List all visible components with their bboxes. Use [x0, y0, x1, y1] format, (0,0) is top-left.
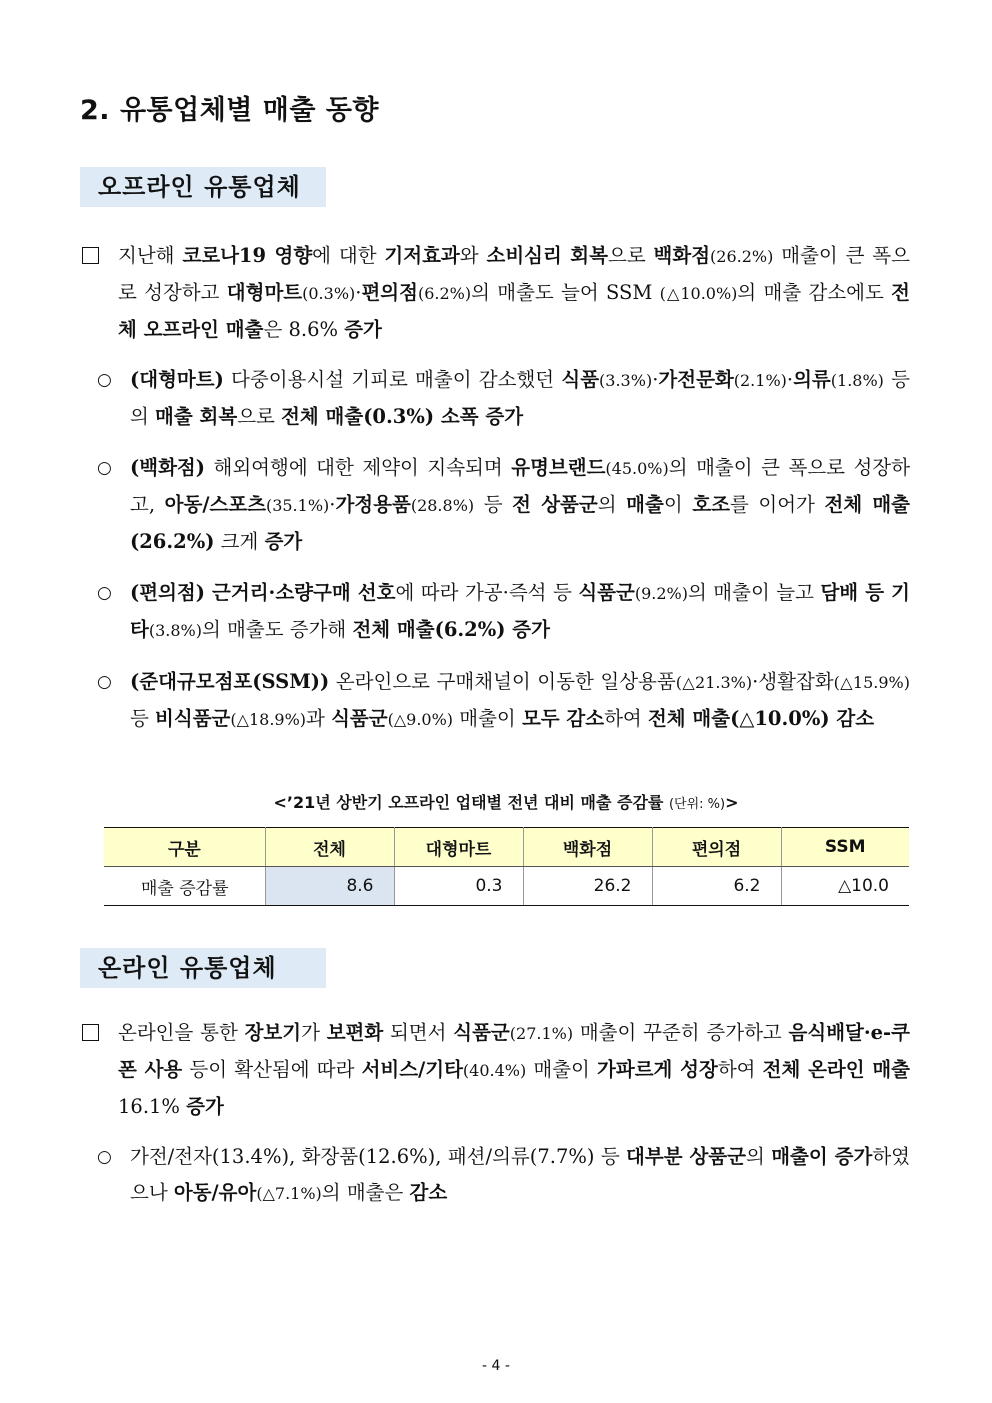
text-bold: (백화점) [130, 456, 205, 479]
text-bold: 식품군 [578, 581, 635, 604]
text: 과 [306, 707, 332, 730]
text-bold: 백화점 [653, 244, 711, 267]
text: 등의 [130, 368, 910, 428]
text-bold: 편의점 [361, 281, 418, 304]
table-header-cell: 전체 [265, 828, 394, 867]
text-bold: 식품군 [453, 1021, 510, 1044]
table-header-cell: 편의점 [652, 828, 781, 867]
text-bold: (대형마트) [130, 368, 224, 391]
text: 되면서 [383, 1021, 454, 1044]
text: 의 [746, 1145, 772, 1168]
text-small: (△7.1%) [256, 1184, 322, 1203]
text: · [329, 493, 336, 516]
text-bold: 아동/스포츠 [164, 493, 266, 516]
text-small: (△18.9%) [230, 710, 307, 729]
table-header-cell: 구분 [104, 828, 265, 867]
table-header-cell: 대형마트 [394, 828, 523, 867]
text: 의 매출도 늘어 SSM [471, 281, 660, 304]
text: 의 매출 감소에도 [737, 281, 892, 304]
online-section-heading: 온라인 유통업체 [80, 948, 326, 988]
circle-bullet-icon: ○ [97, 672, 112, 692]
offline-section-heading: 오프라인 유통업체 [80, 167, 326, 207]
text-bold: 증가 [264, 530, 303, 553]
text-small: (40.4%) [462, 1061, 527, 1080]
table-cell: 6.2 [652, 867, 781, 906]
text-bold: 담배 등 기타 [130, 581, 910, 641]
text: ·생활잡화 [752, 670, 834, 693]
text: 가전/전자(13.4%), 화장품(12.6%), 패션/의류(7.7%) 등 [130, 1145, 627, 1168]
text-bold: (준대규모점포(SSM)) [130, 670, 330, 693]
text: 온라인으로 구매채널이 이동한 일상용품 [329, 670, 676, 693]
text-small: (△10.0%) [659, 284, 738, 303]
text: 의 매출은 [321, 1181, 410, 1204]
text-bold: 증가 [186, 1095, 224, 1118]
text-small: (45.0%) [605, 459, 669, 478]
text-bold: 감소 [409, 1181, 448, 1204]
text-bold: 보편화 [326, 1021, 384, 1044]
text-bold: 비식품군 [155, 707, 231, 730]
text-bold: 대부분 상품군 [626, 1145, 746, 1168]
text: 의 매출이 큰 폭으로 성장하고, [130, 456, 910, 516]
text-small: (26.2%) [710, 247, 774, 266]
text-bold: 의류 [793, 368, 831, 391]
text: · [355, 281, 362, 304]
table-cell: 26.2 [523, 867, 652, 906]
table-row [104, 867, 909, 906]
table-header-row [104, 828, 909, 867]
text: 하여 [604, 707, 648, 730]
text-bold: 전체 매출(0.3%) 소폭 증가 [281, 405, 524, 428]
circle-bullet-icon: ○ [97, 370, 112, 390]
checkbox-bullet-icon [82, 238, 99, 274]
text-bold: 식품 [561, 368, 600, 391]
caption-unit: (단위: %) [668, 797, 726, 812]
offline-summary-paragraph [118, 238, 910, 348]
text-bold: 매출 회복 [155, 405, 238, 428]
text-bold: 소비심리 회복 [486, 244, 608, 267]
text: 크게 [214, 530, 265, 553]
text-small: (0.3%) [302, 284, 356, 303]
text-bold: 가정용품 [335, 493, 411, 516]
text: 16.1% [118, 1095, 187, 1118]
text-bold: 전체 온라인 매출 [762, 1058, 911, 1081]
text-bold: 증가 [344, 318, 382, 341]
table-cell-total: 8.6 [265, 867, 394, 906]
text-bold: 장보기 [244, 1021, 302, 1044]
text-bold: 대형마트 [226, 281, 303, 304]
text: 매출이 큰 폭으로 성장하고 [118, 244, 910, 304]
text: 의 매출이 늘고 [687, 581, 821, 604]
table-header-cell: 백화점 [523, 828, 652, 867]
online-summary-paragraph [118, 1015, 910, 1125]
text-small: (6.2%) [417, 284, 472, 303]
page-number: - 4 - [482, 1358, 510, 1374]
caption-text: <’21년 상반기 오프라인 업태별 전년 대비 매출 증감률 [273, 793, 669, 812]
text: 등이 확산됨에 따라 [182, 1058, 362, 1081]
text-small: (28.8%) [410, 496, 475, 515]
text-bold: (편의점) 근거리·소량구매 선호 [130, 581, 396, 604]
text: 매출이 꾸준히 증가하고 [573, 1021, 789, 1044]
text-bold: 기저효과 [384, 244, 460, 267]
text: 와 [459, 244, 487, 267]
text-small: (27.1%) [509, 1024, 574, 1043]
text-bold: 음식배달·e-쿠폰 사용 [118, 1021, 910, 1081]
text-bold: 모두 감소 [521, 707, 605, 730]
text-bold: 서비스/기타 [361, 1058, 463, 1081]
mart-paragraph [97, 362, 910, 435]
text: 하였으나 [130, 1145, 910, 1204]
table-row-label: 매출 증감률 [104, 867, 265, 906]
text-small: (3.8%) [148, 621, 202, 640]
text-bold: 유명브랜드 [511, 456, 606, 479]
text: 으로 [607, 244, 654, 267]
text: 다중이용시설 기피로 매출이 감소했던 [223, 368, 562, 391]
table-cell: 0.3 [394, 867, 523, 906]
text-bold: 전체 매출(△10.0%) 감소 [647, 707, 875, 730]
table-header-cell: SSM [781, 828, 909, 867]
text-bold: 가전문화 [658, 368, 734, 391]
text: 매출이 [526, 1058, 598, 1081]
text: 등 [474, 493, 513, 516]
text: 하여 [717, 1058, 763, 1081]
text: 이 [663, 493, 693, 516]
text-bold: 전체 매출(6.2%) 증가 [352, 618, 550, 641]
circle-bullet-icon: ○ [97, 583, 112, 603]
text-bold: 호조 [692, 493, 730, 516]
text: 해외여행에 대한 제약이 지속되며 [204, 456, 512, 479]
text: 매출이 [453, 707, 522, 730]
section-title: 2. 유통업체별 매출 동향 [80, 95, 379, 126]
text-bold: 매출 [626, 493, 664, 516]
circle-bullet-icon: ○ [97, 1147, 112, 1167]
text-bold: 전체 매출(26.2%) [130, 493, 911, 553]
text: 의 매출도 증가해 [201, 618, 353, 641]
text: 은 8.6% [263, 318, 345, 341]
text: 온라인을 통한 [118, 1021, 245, 1044]
text-small: (△21.3%) [675, 673, 753, 692]
online-categories-paragraph [97, 1139, 910, 1212]
text-bold: 매출이 증가 [771, 1145, 873, 1168]
text-bold: 전 상품군 [512, 493, 598, 516]
text-small: (35.1%) [265, 496, 330, 515]
text-bold: 아동/유아 [173, 1181, 257, 1204]
table-cell: △10.0 [781, 867, 909, 906]
text: 으로 [237, 405, 282, 428]
text-bold: 코로나19 영향 [182, 244, 313, 267]
table-caption [104, 790, 908, 813]
text: 의 [597, 493, 627, 516]
text: · [786, 368, 794, 391]
text-bold: 전체 오프라인 매출 [118, 281, 910, 341]
text-bold: 식품군 [331, 707, 388, 730]
text-small: (2.1%) [733, 371, 787, 390]
text-bold: 가파르게 성장 [597, 1058, 718, 1081]
convenience-store-paragraph [97, 575, 910, 649]
text-small: (9.2%) [634, 584, 688, 603]
circle-bullet-icon: ○ [97, 458, 112, 478]
text: 에 대한 [312, 244, 385, 267]
text-small: (△15.9%) [833, 673, 910, 692]
sales-growth-table [104, 827, 909, 906]
checkbox-bullet-icon [82, 1015, 99, 1051]
text: 에 따라 가공·즉석 등 [395, 581, 579, 604]
caption-end: > [725, 793, 739, 812]
text: 등 [130, 707, 156, 730]
text: 를 이어가 [729, 493, 825, 516]
dept-store-paragraph [97, 450, 911, 560]
text: · [652, 368, 659, 391]
text-small: (△9.0%) [387, 710, 454, 729]
ssm-paragraph [97, 664, 910, 738]
text: 지난해 [118, 244, 183, 267]
text: 가 [301, 1021, 327, 1044]
text-small: (1.8%) [830, 371, 884, 390]
text-small: (3.3%) [599, 371, 653, 390]
